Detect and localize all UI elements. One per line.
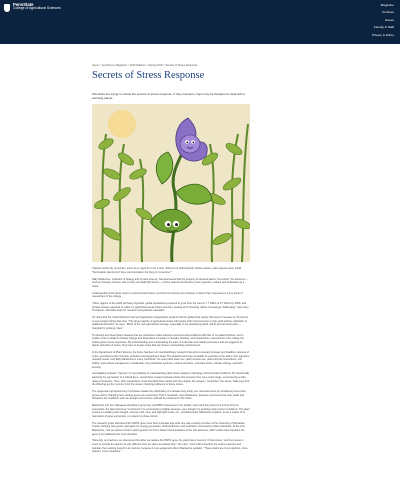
article-paragraph: Understanding how plants react to environmental stress, and how we humans can enhance or detect their responses is a key focus of researchers in the college. — [92, 291, 243, 299]
article-paragraph: "Other regions of the world will have important, global populations projected to grow from the current 7.7 billion to 9.7 billion by 2050, and climate change expected to make our agricultural areas hotter and drier, feeding all of humanity will be increasingly challenging," says Gary Thompson, associate dean for research and graduate education. — [92, 301, 249, 313]
nav-item-archives[interactable]: Archives — [382, 10, 394, 15]
article — [92, 64, 308, 457]
article-paragraph: In the Department of Plant Science, the focus has been on interdisciplinary research that aims to develop stronger and healthier varieties of crops, according to Eric Cornelis, professor and department head. The department brings a breadth of expertise to the task in four signature research areas, and Sally Mackenzie is a key contributor; we span plant water use, plant nutrient use, plant-microbe interactions, soil fertility, and nutrient management, sustainable crop production systems, nutrient-precision, and plant stress, climate change, and food security. — [92, 351, 250, 369]
article-paragraph: "Recently, on practices, we discovered that after we replace the MSH1 gene, the plant has a 'memory' of that stress," and by process it seem to provide the plants not only different from the plant we started with," she says. "And it will remember the stress response and maintain the resulting benefit in its memory, because it is an epigenetic effect; Mackenzie explains. "These plants are more vigorous, more tolerant, more productive." — [92, 439, 248, 454]
nav-item-faculty-staff[interactable]: Faculty & Staff — [373, 25, 394, 30]
soybean-plant-illustration — [92, 104, 250, 262]
nav-item-issues[interactable]: Issues — [385, 17, 394, 22]
site-header — [0, 0, 400, 44]
article-paragraph: The epigenetic reprogramming of soybean speaks the culmination of a decade-long study, one recounted here by introducing criss-cross genes and by changing how existing genes are expressed. That is important, says Mackenzie, because it prevents how crop yields and behaviors for conditions such as drought and extreme cold will be enhanced in the future. — [92, 390, 246, 401]
nav-item-privacy-policy[interactable]: Privacy & Policy — [371, 32, 394, 37]
article-paragraph: He notes that the United Nations Food and Agriculture Organization predicts that the global food supply will need to increase by 70 percent to meet supply during that time. "The large majority of agricultural output will require both improvements in crop yield and the cultivation of additional farmland," he says. "Much of the new agricultural acreage, especially in the developing world, will be arid and semi-arid — marginal for growing crops." — [92, 315, 249, 330]
main-nav — [372, 4, 394, 41]
article-paragraph: If plants could truly remember, some of us might be in for a rude. What is not philosophical, Noble reckons, plant species store (stuff). "Survivalistic plants don't have communication but they do 'remember.'" — [92, 267, 242, 274]
penn-state-logo[interactable] — [4, 3, 61, 12]
nittany-shield-icon — [4, 4, 10, 12]
article-paragraph: The research group discovered the MSH1 gene more than a decade ago while she was a faculty member at the University of Nebraska-Lincoln studying how genes reprogram for energy generation, photosynthesis, and respiration connected to plant coordinate. At the time, Mackenzie, now an eminent chair in plant genetics for Penn State's Huck Institutes of the Life Sciences, didn't realize how important the gene is for traditional live crop scientists — [92, 421, 246, 436]
article-paragraph: Investigating soybean "memory" is one pathway to understanding plant stress related to changing environmental conditions. By intentionally silencing the expression of a critical gene, researchers created soybean plants that perceive they were under stage, encountering a wide range of stressors. Then, after researchers cross-breeding those plants with the original, the progeny "remember" the stress. Sally says that the offspring get the memory from the outset, inheriting resilience to future stress. — [92, 372, 250, 387]
page-title: Secrets of Stress Response — [92, 70, 205, 81]
logo-university-name: PennState — [13, 2, 34, 7]
nav-item-magazine[interactable]: Magazine — [380, 3, 394, 7]
breadcrumb[interactable]: Home > Ag Science Magazine > 2019 Editions > Spring 2019 > Secrets of Stress Response — [92, 64, 198, 67]
hero-illustration — [92, 104, 250, 262]
article-paragraph: Sally Mackenzie, professor of biology and of plant science, has discovered that the progeny of stressed plants "remember" the stressors — such as drought, extreme cold or heat, and high light levels — of their parents and become more vigorous, resilient and productive as a result. — [92, 277, 249, 288]
article-paragraph: To develop and breed plant varieties that are productive under arduous environmental conditions with little or no added fertilizer, and to enable crops to adapt to climate change and associated increases in drought, flooding, and temperature, researchers in the college are probing plant stress responses. By understanding and manipulating the suite of molecular and cellular processes that are triggered by plants' detection of stress, they hope to design crops that can thrive in demanding environments. — [92, 333, 245, 348]
logo-college-name: College of Agricultural Sciences — [13, 6, 61, 11]
article-lead: Scientists are trying to unlock the secrets of stress response. If they succeed, crops may be designed to deal with a warming planet. — [92, 92, 245, 101]
article-paragraph: Mackenzie and her colleagues identified a gene they call MSH1 that seems to be pivotal, and noted they found it is turned off at its expression, the plant becomes "convinced" it is encountering multiple stresses, even though it is growing under perfect conditions. The plant senses it is dealing with drought, extreme cold, heat, and high light levels, etc., simultaneously, Mackenzie explains, so as a matter of its repression of gene expression, to respond to those stimuli. — [92, 404, 250, 418]
